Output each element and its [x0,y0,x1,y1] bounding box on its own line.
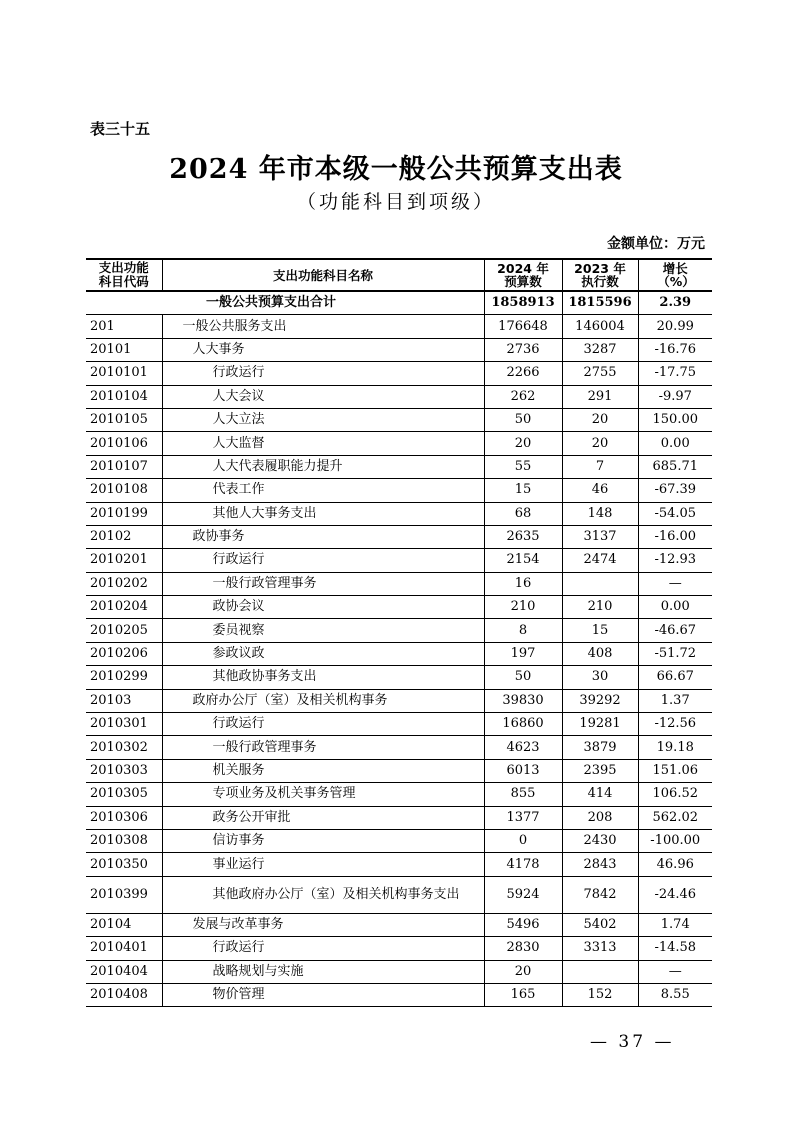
column-header-growth: 增长（%） [638,259,712,291]
row-code: 2010408 [90,987,148,1003]
row-code: 20102 [90,529,132,545]
row-name: 委员视察 [162,619,484,642]
row-name: 参政议政 [162,642,484,665]
row-code: 2010201 [90,552,148,568]
row-name: 行政运行 [162,362,484,385]
column-header-budget-2024: 2024 年预算数 [484,259,562,291]
row-exec-2023: 20 [562,408,638,431]
table-label: 表三十五 [90,120,151,138]
table-row [86,736,712,759]
row-code: 20104 [90,916,132,932]
row-code: 2010404 [90,963,148,979]
row-name: 人大会议 [162,385,484,408]
table-row [86,829,712,852]
row-code: 201 [90,318,115,334]
table-row [86,759,712,782]
table-row [86,315,712,338]
table-row [86,806,712,829]
row-name: 一般公共服务支出 [162,315,484,338]
row-growth: 19.18 [638,736,712,759]
row-name: 人大监督 [162,432,484,455]
row-budget-2024: 16860 [484,713,562,736]
row-code: 2010105 [90,412,148,428]
row-name: 一般行政管理事务 [162,736,484,759]
row-code: 2010308 [90,833,148,849]
row-budget-2024: 2736 [484,338,562,361]
row-exec-2023: 2755 [562,362,638,385]
table-row [86,913,712,936]
total-label: 一般公共预算支出合计 [206,295,337,311]
row-budget-2024: 4178 [484,853,562,876]
row-code: 2010108 [90,482,148,498]
row-budget-2024: 20 [484,432,562,455]
row-code: 2010106 [90,435,148,451]
row-budget-2024: 15 [484,479,562,502]
total-exec-2023: 1815596 [562,291,638,315]
row-growth: 8.55 [638,983,712,1006]
row-budget-2024: 1377 [484,806,562,829]
row-exec-2023: 291 [562,385,638,408]
row-budget-2024: 0 [484,829,562,852]
row-growth: -46.67 [638,619,712,642]
row-growth: 562.02 [638,806,712,829]
row-growth: 46.96 [638,853,712,876]
table-row [86,432,712,455]
row-exec-2023: 210 [562,596,638,619]
total-growth: 2.39 [638,291,712,315]
row-exec-2023: 15 [562,619,638,642]
table-row [86,876,712,913]
row-name: 一般行政管理事务 [162,572,484,595]
row-exec-2023: 3879 [562,736,638,759]
row-exec-2023: 2430 [562,829,638,852]
row-growth: 0.00 [638,596,712,619]
row-growth: -16.76 [638,338,712,361]
row-exec-2023: 208 [562,806,638,829]
row-code: 20101 [90,341,132,357]
row-growth: -12.93 [638,549,712,572]
row-budget-2024: 5496 [484,913,562,936]
row-budget-2024: 4623 [484,736,562,759]
row-code: 2010199 [90,505,148,521]
table-row [86,525,712,548]
row-exec-2023: 7842 [562,876,638,913]
row-growth: -14.58 [638,937,712,960]
row-budget-2024: 176648 [484,315,562,338]
row-exec-2023: 7 [562,455,638,478]
row-budget-2024: 2635 [484,525,562,548]
row-name: 人大事务 [162,338,484,361]
row-code: 2010401 [90,940,148,956]
row-name: 发展与改革事务 [162,913,484,936]
row-code: 2010306 [90,809,148,825]
row-exec-2023: 2474 [562,549,638,572]
row-budget-2024: 210 [484,596,562,619]
row-name: 信访事务 [162,829,484,852]
row-growth: -67.39 [638,479,712,502]
row-name: 行政运行 [162,549,484,572]
row-name: 政协会议 [162,596,484,619]
table-row [86,983,712,1006]
row-exec-2023: 2843 [562,853,638,876]
row-growth: -12.56 [638,713,712,736]
row-name: 代表工作 [162,479,484,502]
row-exec-2023: 5402 [562,913,638,936]
table-row [86,619,712,642]
row-growth: -100.00 [638,829,712,852]
row-exec-2023: 30 [562,666,638,689]
row-budget-2024: 39830 [484,689,562,712]
total-budget-2024: 1858913 [484,291,562,315]
table-row [86,596,712,619]
row-name: 机关服务 [162,759,484,782]
column-header-code: 支出功能科目代码 [86,259,162,291]
table-row [86,689,712,712]
row-growth: — [638,572,712,595]
row-name: 政府办公厅（室）及相关机构事务 [162,689,484,712]
row-exec-2023: 148 [562,502,638,525]
row-exec-2023: 3137 [562,525,638,548]
table-row [86,666,712,689]
row-growth: -51.72 [638,642,712,665]
row-code: 2010206 [90,646,148,662]
table-row [86,960,712,983]
row-name: 人大代表履职能力提升 [162,455,484,478]
row-name: 战略规划与实施 [162,960,484,983]
row-growth: 150.00 [638,408,712,431]
row-budget-2024: 8 [484,619,562,642]
row-growth: 106.52 [638,783,712,806]
row-code: 2010205 [90,622,148,638]
row-growth: 0.00 [638,432,712,455]
row-exec-2023: 414 [562,783,638,806]
table-row [86,713,712,736]
table-row [86,408,712,431]
table-row [86,385,712,408]
row-growth: -17.75 [638,362,712,385]
row-growth: 66.67 [638,666,712,689]
row-code: 2010107 [90,458,148,474]
column-header-exec-2023: 2023 年执行数 [562,259,638,291]
row-budget-2024: 50 [484,408,562,431]
row-code: 2010302 [90,739,148,755]
row-budget-2024: 20 [484,960,562,983]
row-exec-2023: 146004 [562,315,638,338]
row-exec-2023: 2395 [562,759,638,782]
row-budget-2024: 2266 [484,362,562,385]
table-row [86,549,712,572]
row-name: 行政运行 [162,937,484,960]
unit-label: 金额单位：万元 [607,236,705,252]
row-growth: -16.00 [638,525,712,548]
row-exec-2023: 408 [562,642,638,665]
table-row [86,572,712,595]
row-name: 政协事务 [162,525,484,548]
row-budget-2024: 16 [484,572,562,595]
page-subtitle: （功能科目到项级） [296,191,495,213]
row-code: 2010350 [90,856,148,872]
table-row [86,362,712,385]
expenditure-table [86,258,712,1007]
row-exec-2023 [562,572,638,595]
row-name: 人大立法 [162,408,484,431]
table-row [86,455,712,478]
table-row [86,479,712,502]
total-row [86,291,712,315]
row-code: 2010299 [90,669,148,685]
row-name: 其他人大事务支出 [162,502,484,525]
row-code: 20103 [90,692,132,708]
row-code: 2010104 [90,388,148,404]
row-exec-2023: 19281 [562,713,638,736]
row-code: 2010301 [90,716,148,732]
row-growth: — [638,960,712,983]
table-row [86,937,712,960]
row-budget-2024: 55 [484,455,562,478]
row-budget-2024: 5924 [484,876,562,913]
table-row [86,783,712,806]
row-budget-2024: 262 [484,385,562,408]
table-row [86,642,712,665]
row-growth: 20.99 [638,315,712,338]
row-budget-2024: 2830 [484,937,562,960]
row-exec-2023: 3287 [562,338,638,361]
row-budget-2024: 855 [484,783,562,806]
row-growth: -24.46 [638,876,712,913]
table-row [86,338,712,361]
row-budget-2024: 6013 [484,759,562,782]
row-exec-2023: 39292 [562,689,638,712]
row-exec-2023: 3313 [562,937,638,960]
table-row [86,502,712,525]
row-exec-2023: 46 [562,479,638,502]
table-row [86,853,712,876]
row-exec-2023: 152 [562,983,638,1006]
row-growth: 151.06 [638,759,712,782]
row-growth: 685.71 [638,455,712,478]
row-budget-2024: 50 [484,666,562,689]
row-code: 2010305 [90,786,148,802]
row-name: 事业运行 [162,853,484,876]
table-header-row [86,259,712,291]
row-code: 2010399 [90,886,148,902]
row-budget-2024: 197 [484,642,562,665]
page-number: — 37 — [590,1032,675,1052]
row-code: 2010202 [90,575,148,591]
row-name: 物价管理 [162,983,484,1006]
row-budget-2024: 165 [484,983,562,1006]
page-title: 2024 年市本级一般公共预算支出表 [169,154,623,185]
row-name: 政务公开审批 [162,806,484,829]
row-exec-2023: 20 [562,432,638,455]
row-growth: -54.05 [638,502,712,525]
row-growth: -9.97 [638,385,712,408]
row-name: 其他政府办公厅（室）及相关机构事务支出 [162,876,484,913]
row-exec-2023 [562,960,638,983]
row-code: 2010303 [90,763,148,778]
row-name: 其他政协事务支出 [162,666,484,689]
row-budget-2024: 68 [484,502,562,525]
row-code: 2010204 [90,599,148,615]
row-name: 行政运行 [162,713,484,736]
row-code: 2010101 [90,365,148,381]
row-budget-2024: 2154 [484,549,562,572]
column-header-name: 支出功能科目名称 [162,259,484,291]
row-growth: 1.37 [638,689,712,712]
row-name: 专项业务及机关事务管理 [162,783,484,806]
row-growth: 1.74 [638,913,712,936]
